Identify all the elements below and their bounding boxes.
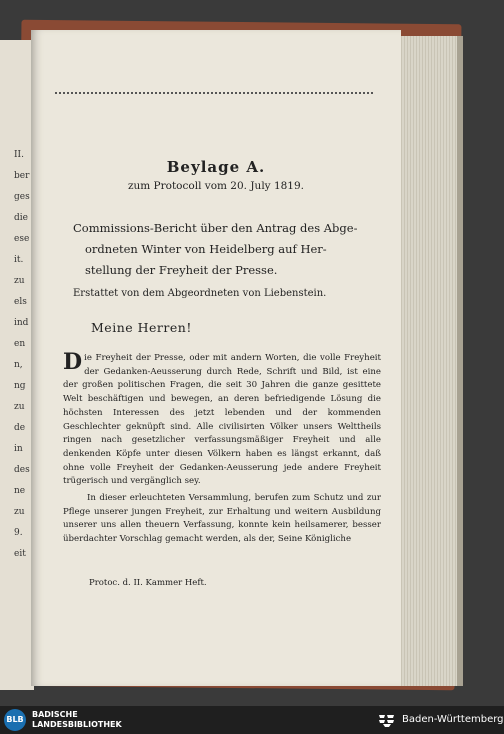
paragraph-2: In dieser erleuchteten Versammlung, berufen zum Schutz und zur Pflege unserer jungen Freyheit, zur Erhaltung und weitern Ausbildung unserer uns allen theuern Verfassung, konnte kein heilsamerer, besser überdachter Vorschlag gemacht werden, als der, Seine Königliche (63, 493, 381, 545)
left-page-fragment: ind (14, 318, 29, 328)
left-page-fragment: it. (14, 255, 24, 265)
page-top-rule (55, 92, 373, 94)
paragraph-1-text: ie Freyheit der Presse, oder mit andern Worten, die volle Freyheit der Gedanken-Aeusserung durch Rede, Schrift und Bild, ist eine der großen politischen Fragen, die seit 30 Jahren die ganze gesittete Welt beschäftigen und bewegen, an deren befriedigende Lösung die höchsten Interessen des jetzt lebenden und der kommenden Geschlechter geknüpft sind. Alle civilisirten Völker unsers Welttheils ringen nach gesetzlicher verfassungsmäßiger Freyheit und alle denkenden Köpfe unter diesen Völkern haben es längst erkannt, daß ohne volle Freyheit der Gedanken-Aeusserung jede andere Freyheit trügerisch und vergänglich sey. (63, 353, 381, 487)
library-name-line-1: BADISCHE (32, 710, 78, 719)
page-title: Beylage A. (166, 158, 266, 176)
left-page-fragment: II. (14, 150, 24, 160)
report-heading-line-1: Commissions-Bericht über den Antrag des Abge- (73, 221, 358, 235)
left-page-fragment: ne (14, 486, 26, 496)
left-page-fragment: ges (14, 192, 30, 202)
left-page-fragment: die (14, 213, 28, 223)
left-page-fragment: in (14, 444, 23, 454)
book-page (31, 30, 401, 686)
left-page-fragment: eit (14, 549, 26, 559)
left-page-fragment: els (14, 297, 27, 307)
left-page-fragment: ng (14, 381, 26, 391)
page-fore-edge (399, 36, 463, 686)
page-subtitle: zum Protocoll vom 20. July 1819. (127, 180, 305, 192)
page-footer: Protoc. d. II. Kammer Heft. (89, 578, 207, 588)
author-line: Erstattet von dem Abgeordneten von Liebenstein. (73, 288, 327, 299)
library-name[interactable] (32, 710, 122, 730)
left-page-fragment: zu (14, 402, 25, 412)
left-page-fragment: ber (14, 171, 30, 181)
library-name-line-2: LANDESBIBLIOTHEK (32, 720, 122, 729)
left-page-fragment: n, (14, 360, 23, 370)
blb-logo[interactable]: BLB (4, 709, 26, 731)
left-page-fragment: 9. (14, 528, 23, 538)
left-page-fragment: zu (14, 276, 25, 286)
left-page-fragment: ese (14, 234, 30, 244)
left-page-fragments (0, 40, 34, 690)
body-text (63, 349, 381, 547)
report-heading-line-2: ordneten Winter von Heidelberg auf Her- (85, 242, 327, 256)
left-page-edge (0, 40, 34, 690)
left-page-fragment: des (14, 465, 30, 475)
left-page-fragment: en (14, 339, 26, 349)
drop-cap: D (63, 349, 83, 375)
lions-coat-of-arms-icon (377, 712, 397, 728)
bottom-bar (0, 706, 504, 734)
paragraph-1 (63, 349, 381, 489)
state-name[interactable]: Baden-Württemberg (402, 714, 504, 725)
left-page-fragment: zu (14, 507, 25, 517)
salutation: Meine Herren! (91, 320, 192, 335)
report-heading-line-3: stellung der Freyheit der Presse. (85, 263, 278, 277)
left-page-fragment: de (14, 423, 26, 433)
